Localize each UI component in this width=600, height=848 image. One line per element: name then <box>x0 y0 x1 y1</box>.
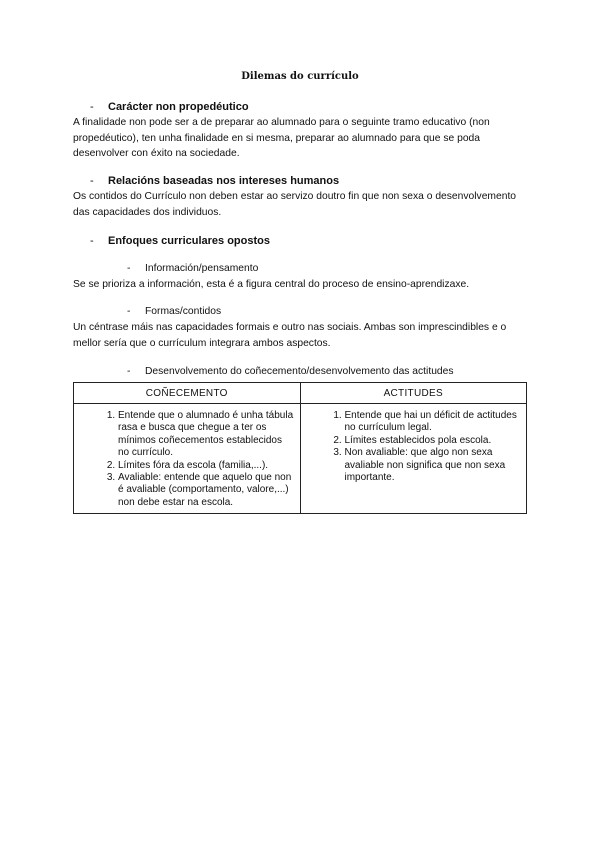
section-heading-text: Enfoques curriculares opostos <box>108 235 270 247</box>
list-item: 2. Límites establecidos pola escola. <box>345 435 523 447</box>
table-header-actitudes: ACTITUDES <box>300 383 527 404</box>
list-item: 1. Entende que hai un déficit de actitudes no currículum legal. <box>345 410 523 435</box>
table-row <box>74 404 527 514</box>
table-header-conecemento: COÑECEMENTO <box>74 383 301 404</box>
section-heading-text: Carácter non propedéutico <box>108 101 249 113</box>
section-heading-propedeutico <box>90 101 249 113</box>
section-heading-text: Relacións baseadas nos intereses humanos <box>108 175 340 187</box>
bullet-dash: - <box>90 101 94 113</box>
actitudes-list <box>305 410 523 484</box>
bullet-dash: - <box>127 263 131 274</box>
subsection-paragraph-informacion: Se se prioriza a información, esta é a figura central do proceso de ensino-aprendizaxe. <box>73 279 470 290</box>
list-item: 3. Non avaliable: que algo non sexa avaliable non significa que non sexa importante. <box>345 447 523 484</box>
list-item: 2. Límites fóra da escola (familia,...). <box>118 460 296 472</box>
subsection-heading-formas <box>127 306 221 317</box>
section-paragraph-intereses: Os contidos do Currículo non deben estar ao servizo doutro fin que non sexa o desenvolvemento das capacidades dos individuos. <box>73 191 517 218</box>
table-cell-conecemento <box>74 404 301 514</box>
conecemento-list <box>78 410 296 509</box>
subsection-heading-text: Formas/contidos <box>145 306 222 317</box>
subsection-heading-desenvolvemento <box>127 366 454 377</box>
section-heading-enfoques <box>90 235 270 247</box>
list-item: 1. Entende que o alumnado é unha tábula rasa e busca que chegue a ter os mínimos coñecementos establecidos no currículo. <box>118 410 296 460</box>
subsection-heading-text: Información/pensamento <box>145 263 259 274</box>
page-title: Dilemas do currículo <box>241 71 359 82</box>
section-heading-intereses <box>90 175 339 187</box>
subsection-paragraph-formas: Un céntrase máis nas capacidades formais e outro nas sociais. Ambas son imprescindibles e o mellor sería que o currículum integrara ambos aspectos. <box>73 322 507 349</box>
bullet-dash: - <box>90 175 94 187</box>
subsection-heading-informacion <box>127 263 258 274</box>
comparison-table <box>73 382 527 514</box>
bullet-dash: - <box>127 306 131 317</box>
table-header-row <box>74 383 527 404</box>
bullet-dash: - <box>90 235 94 247</box>
list-item: 3. Avaliable: entende que aquelo que non é avaliable (comportamento, valore,...) non debe estar na escola. <box>118 472 296 509</box>
section-paragraph-propedeutico: A finalidade non pode ser a de preparar ao alumnado para o seguinte tramo educativo (non propedéutico), ten unha finalidade en si mesma, preparar ao alumnado para que se poda desenvolver con éxito na sociedade. <box>73 117 490 159</box>
bullet-dash: - <box>127 366 131 377</box>
table-cell-actitudes <box>300 404 527 514</box>
subsection-heading-text: Desenvolvemento do coñecemento/desenvolvemento das actitudes <box>145 366 454 377</box>
